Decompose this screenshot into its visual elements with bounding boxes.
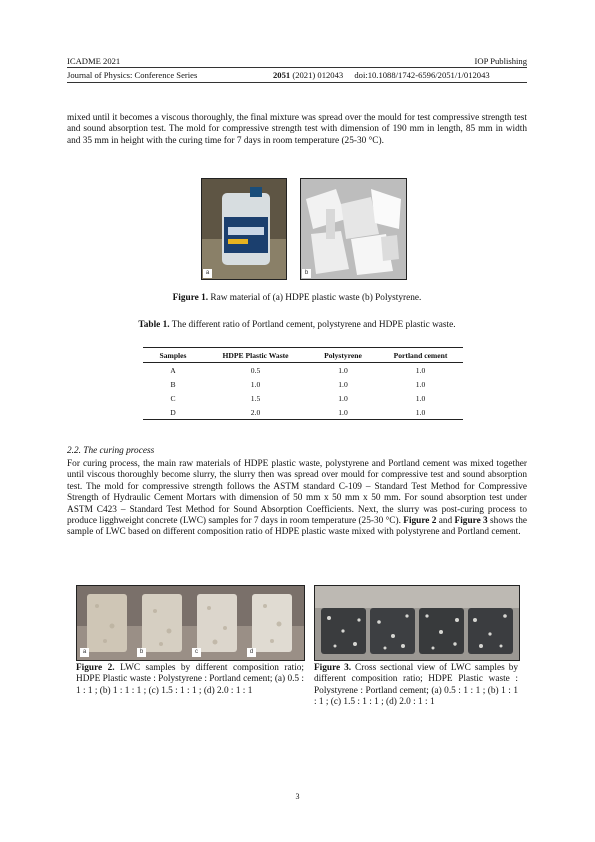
table-row: [143, 377, 463, 391]
table-cell: D: [170, 407, 176, 417]
publisher-name: IOP Publishing: [474, 56, 527, 66]
table-header: Polystyrene: [324, 350, 362, 360]
polystyrene-image: [301, 179, 406, 279]
conference-name: ICADME 2021: [67, 56, 121, 66]
table-cell: C: [170, 393, 176, 403]
header-rule-top: [67, 67, 527, 68]
table-cell: 1.0: [338, 393, 348, 403]
table-header: Portland cement: [393, 350, 448, 360]
table-cell: A: [170, 365, 176, 375]
figure1-photo-hdpe-bottle: [201, 178, 287, 280]
figure2-photo-lwc-samples: [76, 585, 305, 661]
figure1-label: Figure 1.: [172, 293, 209, 303]
figure2-reference: Figure 2: [403, 516, 437, 527]
figure2-panel-b-label: b: [137, 648, 146, 657]
figure3-photo-cross-section: [314, 585, 520, 661]
table-cell: 1.5: [250, 393, 261, 403]
section-heading: 2.2. The curing process: [67, 446, 155, 456]
table-row: [143, 391, 463, 405]
table-row: [143, 363, 463, 378]
figure1-panel-a-label: a: [203, 269, 212, 278]
lwc-samples-image: [77, 586, 304, 660]
and-word: and: [438, 516, 453, 527]
table-cell: 1.0: [250, 379, 261, 389]
table-cell: 1.0: [338, 365, 348, 375]
figure3-reference: Figure 3: [454, 516, 488, 527]
figure3-caption: [314, 663, 518, 709]
figure3-text: Cross sectional view of LWC samples by different composition ratio; HDPE Plastic waste : Polystyrene : Portland cement; (a) 0.5 : 1 : 1 ; (b) 1 : 1 : 1 ; (c) 1.5 : 1 : 1 ; (d) 2.0 : 1 : 1: [314, 663, 518, 708]
table-cell: 2.0: [250, 407, 261, 417]
table-cell: B: [170, 379, 176, 389]
journal-name: Journal of Physics: Conference Series: [67, 70, 198, 80]
table-cell: 0.5: [250, 365, 261, 375]
section-body: [67, 459, 527, 539]
section-body-tail: shows the sample of LWC based on different composition ratio of HDPE plastic waste mixed with polystyrene and Portland cement.: [67, 516, 527, 538]
figure2-label: Figure 2.: [76, 663, 115, 673]
table1-caption: [67, 320, 527, 330]
table1-label: Table 1.: [138, 320, 170, 330]
cross-section-image: [315, 586, 519, 660]
table-row: [143, 405, 463, 420]
table-cell: 1.0: [415, 365, 426, 375]
table-cell: 1.0: [415, 393, 426, 403]
page-number: 3: [295, 792, 300, 801]
figure2-panel-a-label: a: [80, 648, 89, 657]
intro-paragraph: mixed until it becomes a viscous thoroughly, the final mixture was spread over the mould for test compressive strength test and sound absorption test. The mold for compressive strength test with dimension of 190 mm in length, 85 mm in width and 35 mm in height with the curing time for 7 days in room temperature (25-30 °C).: [67, 113, 527, 146]
doi: doi:10.1088/1742-6596/2051/1/012043: [354, 70, 490, 80]
citation: [273, 70, 490, 80]
table1: [143, 347, 463, 420]
figure1-panel-b-label: b: [302, 269, 311, 278]
figure2-panel-c-label: c: [192, 648, 201, 657]
volume-number: 2051: [273, 70, 291, 80]
hdpe-bottle-image: [202, 179, 286, 279]
table-header: HDPE Plastic Waste: [222, 350, 289, 360]
table-cell: 1.0: [338, 407, 348, 417]
issue-reference: (2021) 012043: [292, 70, 344, 80]
table-cell: 1.0: [338, 379, 348, 389]
figure2-panel-d-label: d: [247, 648, 256, 657]
figure1-photo-polystyrene: [300, 178, 407, 280]
table-cell: 1.0: [415, 379, 426, 389]
table1-text: The different ratio of Portland cement, polystyrene and HDPE plastic waste.: [171, 320, 456, 330]
header-rule-bottom: [67, 82, 527, 83]
figure1-caption: [67, 293, 527, 303]
table-header: Samples: [159, 350, 187, 360]
figure1-text: Raw material of (a) HDPE plastic waste (b) Polystyrene.: [210, 293, 422, 303]
table-cell: 1.0: [415, 407, 426, 417]
figure2-text: LWC samples by different composition ratio; HDPE Plastic waste : Polystyrene : Portland cement; (a) 0.5 : 1 : 1 ; (b) 1 : 1 : 1 ; (c) 1.5 : 1 : 1 ; (d) 2.0 : 1 : 1: [76, 663, 305, 696]
section-body-text: For curing process, the main raw materials of HDPE plastic waste, polystyrene and Portland cement was mixed together until viscous thoroughly become slurry, the slurry then was spread over mould for compressive test and sound absorption test. The mold for compressive strength follows the ASTM standard C-109 – Standard Test Method for Compressive Strength of Hydraulic Cement Mortars with dimension of 50 mm x 50 mm x 50 mm. For sound absorption test under ASTM C423 – Standard Test Method for Sound Absorption Coefficients. Next, the slurry was post-curing process to produce ligghweight concrete (LWC) samples for 7 days in room temperature (25-30 °C).: [67, 459, 527, 527]
figure2-caption: [76, 663, 304, 697]
figure3-label: Figure 3.: [314, 663, 352, 673]
